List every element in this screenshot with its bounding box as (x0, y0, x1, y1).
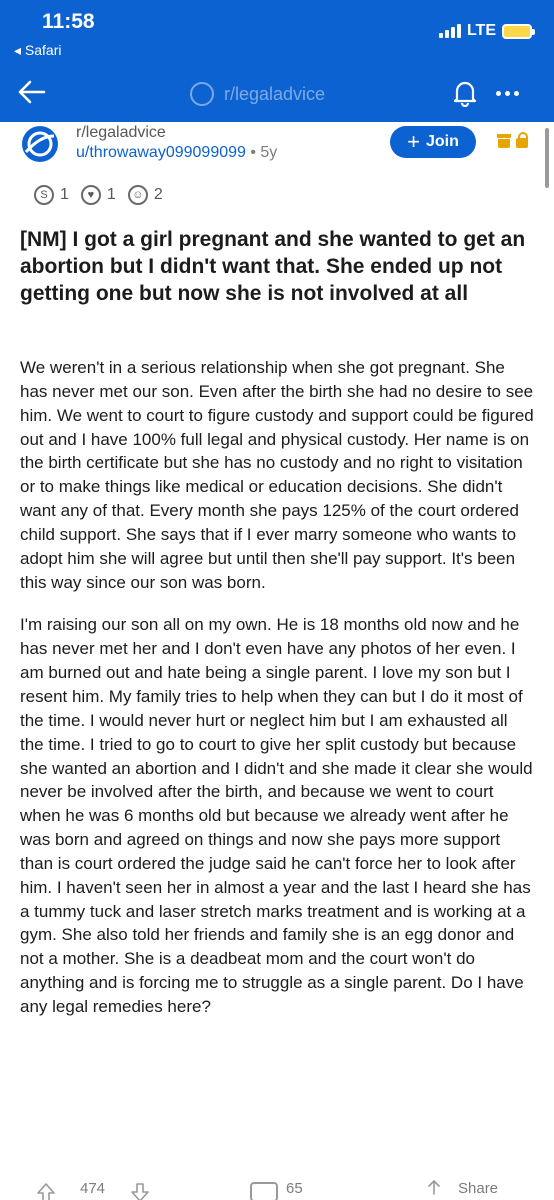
plus-icon: + (407, 129, 420, 154)
header-title-text: r/legaladvice (224, 83, 326, 104)
bell-icon[interactable] (452, 79, 478, 107)
author-username[interactable]: u/throwaway099099099 (76, 144, 246, 161)
award-count: 2 (153, 186, 163, 203)
vote-score: 474 (80, 1180, 106, 1197)
community-avatar-icon[interactable] (20, 124, 60, 164)
award-count: 1 (106, 186, 116, 203)
header-title (190, 82, 325, 106)
awards-row[interactable] (34, 185, 163, 205)
wholesome-award-icon: ☺ (128, 185, 148, 205)
network-label: LTE (466, 22, 496, 39)
share-icon[interactable] (424, 1178, 444, 1198)
downvote-icon[interactable] (130, 1182, 150, 1200)
comment-count[interactable]: 65 (286, 1180, 303, 1197)
scrollbar[interactable] (545, 128, 549, 188)
silver-award-icon: S (34, 185, 54, 205)
status-bar (0, 0, 554, 62)
back-arrow-icon[interactable] (14, 74, 50, 110)
signal-icon (439, 24, 461, 38)
status-time: 11:58 (42, 10, 95, 33)
post-age: 5y (260, 144, 278, 161)
post-paragraph: I'm raising our son all on my own. He is 18 months old now and he has never met her and I don't even have any photos of her even. I am burned out and hate being a single parent. I love my son but I resent him. My family tries to help when they can but I do it most of the time. I would never hurt or neglect him but I am exhausted all the time. I tried to go to court to give her split custody but because she wanted an abortion and I didn't and she made it clear she would never be involved after the birth, and because we went to court when he was 6 months old but because we already went after he was born and agreed on things and now she pays more support than is court ordered the judge said he can't force her to look after him. I haven't seen her in almost a year and the last I heard she has a tummy tuck and laser stretch marks treatment and is working at a gym. She also told her friends and family she is an egg donor and not a mother. She is a deadbeat mom and the court won't do anything and is forcing me to struggle as a single parent. Do I have any legal remedies here? (20, 615, 533, 1016)
join-button[interactable] (390, 126, 476, 158)
post-header (0, 122, 554, 172)
post-author[interactable] (76, 144, 277, 162)
helpful-award-icon: ♥ (81, 185, 101, 205)
more-options-icon[interactable] (496, 91, 519, 96)
award-count: 1 (60, 186, 69, 203)
lock-icon (516, 138, 528, 148)
post-title: [NM] I got a girl pregnant and she wanted to get an abortion but I didn't want that. She ended up not getting one but now she is not involved at all (20, 228, 526, 305)
archived-icon (498, 134, 510, 148)
back-to-safari-link[interactable]: ◂ Safari (14, 42, 62, 58)
share-button[interactable]: Share (458, 1180, 499, 1197)
battery-charging-icon (502, 24, 532, 39)
post-status-icons (498, 134, 528, 148)
app-header (0, 62, 554, 122)
upvote-icon[interactable] (36, 1182, 56, 1200)
community-name[interactable]: r/legaladvice (76, 124, 166, 141)
join-button-label: Join (425, 133, 459, 150)
subreddit-icon (190, 82, 214, 106)
post-body (20, 356, 534, 1019)
status-indicators (439, 22, 532, 40)
post-actions-bar (0, 1178, 554, 1200)
author-separator: • (245, 144, 261, 161)
post-paragraph: We weren't in a serious relationship when she got pregnant. She has never met our son. Even after the birth she had no desire to see him. We went to court to figure custody and support could be figured out and I have 100% full legal and physical custody. Her name is on the birth certificate but she has no custody and no right to visitation or to make things like medical or education decisions. She didn't want any of that. Every month she pays 125% of the court ordered child support. She says that if I ever marry someone who wants to adopt him she will agree but until then she'll pay support. It's been this way since our son was born. (20, 358, 534, 592)
comment-icon[interactable] (250, 1182, 278, 1200)
